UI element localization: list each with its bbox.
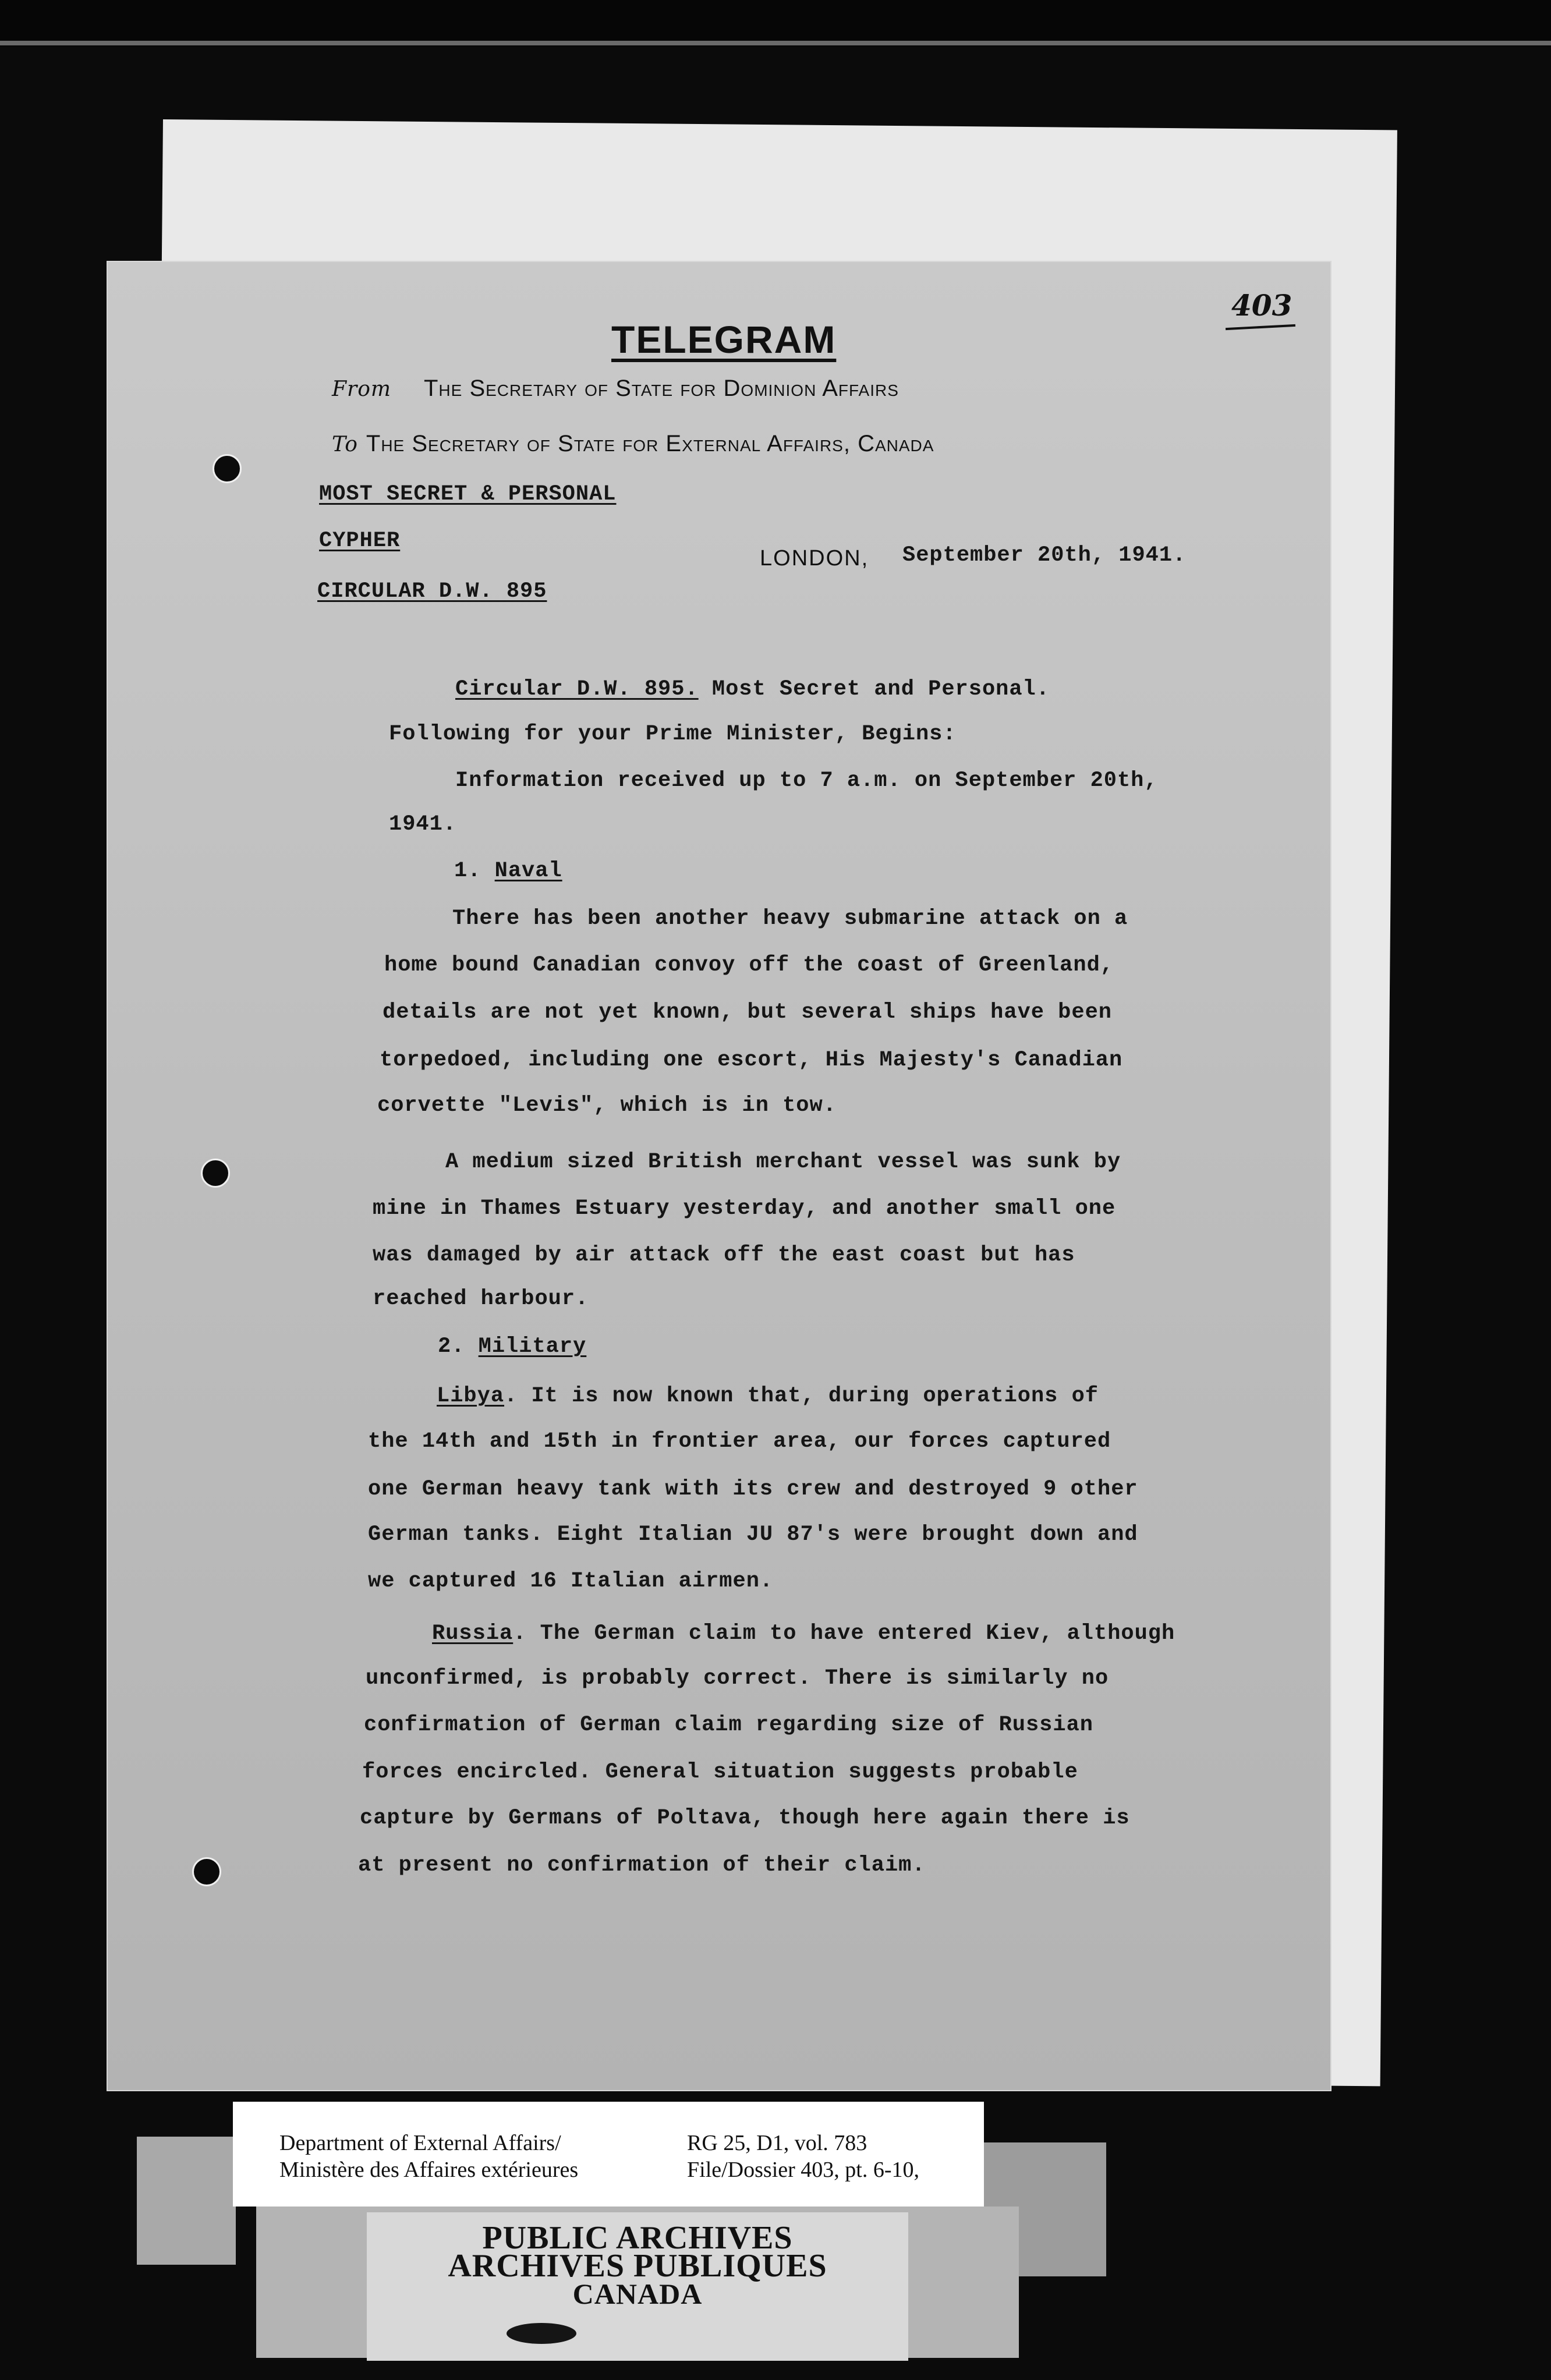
- archives-line-fr: ARCHIVES PUBLIQUES: [448, 2248, 827, 2284]
- public-archives-stamp: [256, 2207, 1019, 2358]
- to-label: To: [332, 433, 358, 456]
- section-2-heading: [438, 1334, 586, 1359]
- russia-line: capture by Germans of Poltava, though here again there is: [360, 1806, 1130, 1830]
- info-line-2: 1941.: [389, 812, 457, 837]
- russia-line: confirmation of German claim regarding size of Russian: [364, 1713, 1093, 1737]
- to-line: [332, 431, 934, 457]
- russia-line: unconfirmed, is probably correct. There is similarly no: [366, 1666, 1109, 1691]
- telegram-date: September 20th, 1941.: [902, 543, 1187, 568]
- intro-reference: Circular D.W. 895.: [455, 677, 699, 702]
- naval-p1-line: corvette "Levis", which is in tow.: [377, 1093, 837, 1118]
- libya-line: German tanks. Eight Italian JU 87's were brought down and: [368, 1522, 1138, 1547]
- from-label: From: [332, 377, 391, 401]
- libya-line: the 14th and 15th in frontier area, our forces captured: [368, 1429, 1111, 1454]
- transmission-method: CYPHER: [319, 529, 401, 553]
- handwritten-page-number: 403: [1231, 288, 1292, 323]
- naval-p2-line: A medium sized British merchant vessel was sunk by: [445, 1150, 1121, 1174]
- security-classification: MOST SECRET & PERSONAL: [319, 482, 617, 507]
- ink-smudge: [507, 2323, 576, 2344]
- section-2-number: 2.: [438, 1334, 479, 1359]
- archives-stamp-panel: [367, 2212, 908, 2361]
- archives-line-en: PUBLIC ARCHIVES: [482, 2220, 793, 2256]
- russia-text: . The German claim to have entered Kiev, although: [513, 1621, 1175, 1646]
- russia-label: Russia: [432, 1621, 514, 1646]
- from-text: The Secretary of State for Dominion Affairs: [424, 376, 899, 401]
- department-fr: Ministère des Affaires extérieures: [279, 2158, 579, 2182]
- record-group: RG 25, D1, vol. 783: [687, 2131, 867, 2155]
- russia-line: at present no confirmation of their claim.: [358, 1853, 926, 1878]
- intro-line: [455, 677, 1050, 702]
- scanner-edge: [0, 0, 1551, 47]
- place-of-origin: LONDON,: [760, 546, 869, 571]
- punch-hole-middle: [201, 1159, 230, 1188]
- naval-p2-line: mine in Thames Estuary yesterday, and another small one: [373, 1196, 1116, 1221]
- naval-p1-line: home bound Canadian convoy off the coast of Greenland,: [384, 953, 1114, 978]
- intro-line-2: Following for your Prime Minister, Begins:: [389, 722, 957, 746]
- from-line: [332, 376, 899, 402]
- intro-rest: Most Secret and Personal.: [698, 677, 1050, 702]
- section-1-heading: [454, 859, 562, 883]
- libya-line: [437, 1384, 1099, 1408]
- punch-hole-top: [213, 454, 242, 483]
- section-2-title: Military: [478, 1334, 587, 1359]
- libya-label: Libya: [437, 1384, 505, 1408]
- libya-line: one German heavy tank with its crew and destroyed 9 other: [368, 1477, 1138, 1501]
- section-1-number: 1.: [454, 859, 495, 883]
- department-block: [279, 2130, 578, 2183]
- circular-reference: CIRCULAR D.W. 895: [317, 579, 547, 604]
- naval-p1-line: details are not yet known, but several ships have been: [383, 1000, 1112, 1025]
- russia-line: forces encircled. General situation suggests probable: [362, 1760, 1078, 1784]
- reference-block: [687, 2130, 919, 2183]
- russia-line: [432, 1621, 1175, 1646]
- punch-hole-bottom: [192, 1857, 221, 1886]
- archive-reference-label: [233, 2102, 984, 2207]
- telegram-title: TELEGRAM: [611, 318, 837, 361]
- archives-line-country: CANADA: [572, 2278, 703, 2310]
- naval-p2-line: reached harbour.: [373, 1287, 589, 1311]
- naval-p1-line: torpedoed, including one escort, His Majesty's Canadian: [380, 1048, 1123, 1072]
- libya-text: . It is now known that, during operations of: [504, 1384, 1099, 1408]
- file-dossier: File/Dossier 403, pt. 6-10,: [687, 2158, 919, 2182]
- section-1-title: Naval: [494, 859, 562, 883]
- to-text: The Secretary of State for External Affairs, Canada: [366, 431, 934, 456]
- department-en: Department of External Affairs/: [279, 2131, 561, 2155]
- mount-tab-left: [137, 2137, 236, 2265]
- info-line-1: Information received up to 7 a.m. on September 20th,: [455, 768, 1158, 793]
- naval-p1-line: There has been another heavy submarine attack on a: [452, 906, 1128, 931]
- libya-line: we captured 16 Italian airmen.: [368, 1569, 774, 1593]
- naval-p2-line: was damaged by air attack off the east coast but has: [373, 1243, 1075, 1267]
